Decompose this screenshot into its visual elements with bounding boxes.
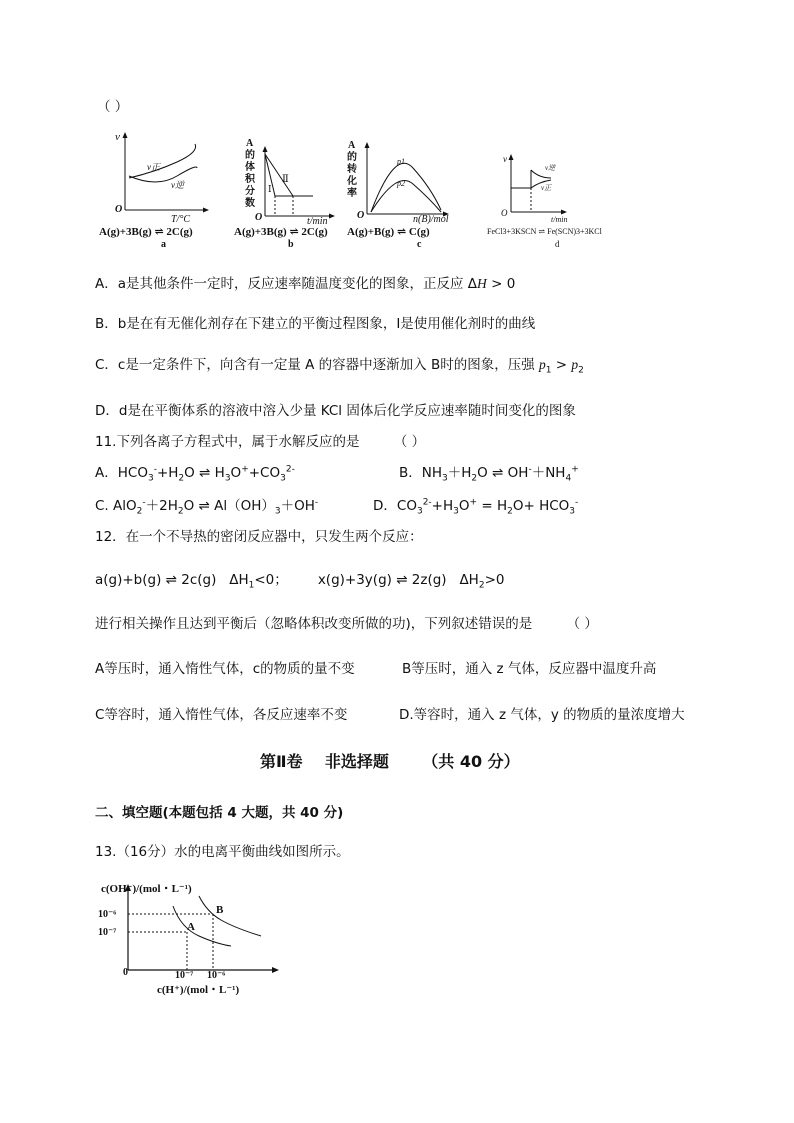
- q12-prompt: [95, 612, 598, 632]
- graph-b-y5: 分: [245, 186, 255, 197]
- graph-d-xlabel: t/min: [551, 215, 568, 224]
- graph-d-curve2: v正: [541, 184, 552, 192]
- q12-option-c: C等容时，通入惰性气体，各反应速率不变: [95, 707, 348, 723]
- graph-c-y2: 的: [347, 152, 357, 163]
- graph-b-eq: A(g)+3B(g) ⇌ 2C(g): [234, 226, 328, 238]
- graph-a-xlabel: T/°C: [171, 214, 191, 225]
- graph-b-curve-II: Ⅱ: [282, 174, 289, 185]
- q10-option-c: C．c是一定条件下，向含有一定量 A 的容器中逐渐加入 B时的图象，压强 $p_1 > p_2$: [95, 357, 584, 376]
- q12-stem: 12．在一个不导热的密闭反应器中，只发生两个反应：: [95, 529, 423, 545]
- graph-a-origin: O: [115, 204, 123, 215]
- graph-d: [487, 154, 603, 249]
- q11-option-a: A．$HCO_3^-+H_2O$ ⇌ $H_3O^++CO_3^{2-}$: [95, 464, 295, 484]
- graph-c-y1: A: [348, 140, 356, 151]
- graph-b-y3: 体: [245, 162, 255, 173]
- q13-graph: [95, 878, 295, 998]
- graph-c-origin: O: [357, 210, 365, 221]
- graph-b-letter: b: [288, 239, 294, 250]
- graph-c-p1: p1: [397, 157, 405, 166]
- graph-a-ylabel: v: [115, 131, 120, 143]
- q11-bracket: （ ）: [393, 434, 426, 450]
- q12-option-d: D.等容时，通入 z 气体，y 的物质的量浓度增大: [399, 707, 685, 723]
- q10-option-a: A．a是其他条件一定时，反应速率随温度变化的图象，正反应 ΔH > 0: [95, 276, 516, 292]
- graph-d-eq: FeCl3+3KSCN ⇌ Fe(SCN)3+3KCl: [487, 227, 602, 236]
- section-part-heading: 二、填空题(本题包括 4 大题，共 40 分): [95, 805, 344, 821]
- q13-point-A: A: [187, 921, 195, 933]
- graph-d-curve1: v逆: [545, 164, 556, 172]
- q12-option-a: A等压时，通入惰性气体，c的物质的量不变: [95, 661, 355, 677]
- q13-ytick-1e-6: 10⁻⁶: [98, 909, 117, 920]
- q13-point-B: B: [216, 904, 224, 916]
- q13-xtick-1e-7: 10⁻⁷: [175, 970, 194, 981]
- graph-b-y2: 的: [245, 150, 255, 161]
- graph-c-p2: p2: [397, 179, 405, 188]
- q13-xtick-1e-6: 10⁻⁶: [207, 970, 226, 981]
- graph-c-y3: 转: [347, 164, 357, 175]
- graph-b-origin: O: [255, 212, 263, 223]
- graph-d-origin: O: [501, 208, 508, 218]
- graph-a-eq: A(g)+3B(g) ⇌ 2C(g): [99, 226, 193, 238]
- q13-ytick-1e-7: 10⁻⁷: [98, 927, 117, 938]
- q11-option-c: C. $AlO_2^-+2H_2O$ ⇌ $Al(OH)_3+OH^-$: [95, 497, 319, 517]
- q12-option-b: B等压时，通入 z 气体，反应器中温度升高: [402, 661, 657, 677]
- q13-stem: 13.（16分）水的电离平衡曲线如图所示。: [95, 844, 350, 860]
- graph-c-xlabel: n(B)/mol: [413, 214, 449, 225]
- q12-reactions: a(g)+b(g) ⇌ 2c(g) $\Delta H_1<0$； x(g)+3y(g) ⇌ 2z(g) $\Delta H_2>0$: [95, 572, 505, 591]
- q10-option-b: B．b是在有无催化剂存在下建立的平衡过程图象，Ⅰ是使用催化剂时的曲线: [95, 316, 536, 332]
- q12-bracket: （ ）: [566, 616, 598, 632]
- graph-c: [346, 140, 449, 250]
- graph-a-curve1: v正: [147, 162, 160, 172]
- graph-d-letter: d: [555, 239, 560, 249]
- q13-xlabel: c(H⁺)/(mol・L⁻¹): [157, 984, 240, 996]
- q13-ylabel: c(OH⁻)/(mol・L⁻¹): [101, 883, 192, 895]
- q10-graphs: [95, 128, 635, 250]
- graph-c-y4: 化: [347, 176, 357, 187]
- graph-d-ylabel: v: [503, 154, 507, 164]
- graph-c-y5: 率: [347, 188, 357, 199]
- graph-a-curve2: v逆: [171, 180, 184, 190]
- graph-b-y1: A: [246, 138, 254, 149]
- q13-origin: 0: [123, 967, 128, 978]
- graph-b: [234, 138, 335, 250]
- graph-c-letter: c: [417, 239, 422, 250]
- graph-b-y4: 积: [245, 174, 255, 185]
- q10-option-d: D．d是在平衡体系的溶液中溶入少量 KCl 固体后化学反应速率随时间变化的图象: [95, 403, 576, 419]
- graph-b-curve-I: Ⅰ: [268, 184, 272, 194]
- q12-prompt-text: 进行相关操作且达到平衡后（忽略体积改变所做的功)，下列叙述错误的是: [95, 616, 533, 632]
- q11-option-d: D．$CO_3^{2-}+H_3O^+ = H_2O+ HCO_3^-$: [373, 497, 579, 517]
- q11-option-b: B．$NH_3+H_2O$ ⇌ $OH^-+NH_4^+$: [399, 464, 579, 484]
- q11-stem: [95, 430, 425, 450]
- section-title: 第Ⅱ卷 非选择题 （共 40 分）: [260, 752, 520, 771]
- graph-b-y6: 数: [245, 198, 255, 209]
- q10-answer-bracket: （ ）: [97, 99, 129, 115]
- graph-a: [99, 131, 209, 250]
- graph-a-letter: a: [161, 239, 166, 250]
- q11-stem-text: 11.下列各离子方程式中，属于水解反应的是: [95, 434, 360, 450]
- graph-b-xlabel: t/min: [307, 216, 328, 227]
- graph-c-eq: A(g)+B(g) ⇌ C(g): [347, 226, 430, 238]
